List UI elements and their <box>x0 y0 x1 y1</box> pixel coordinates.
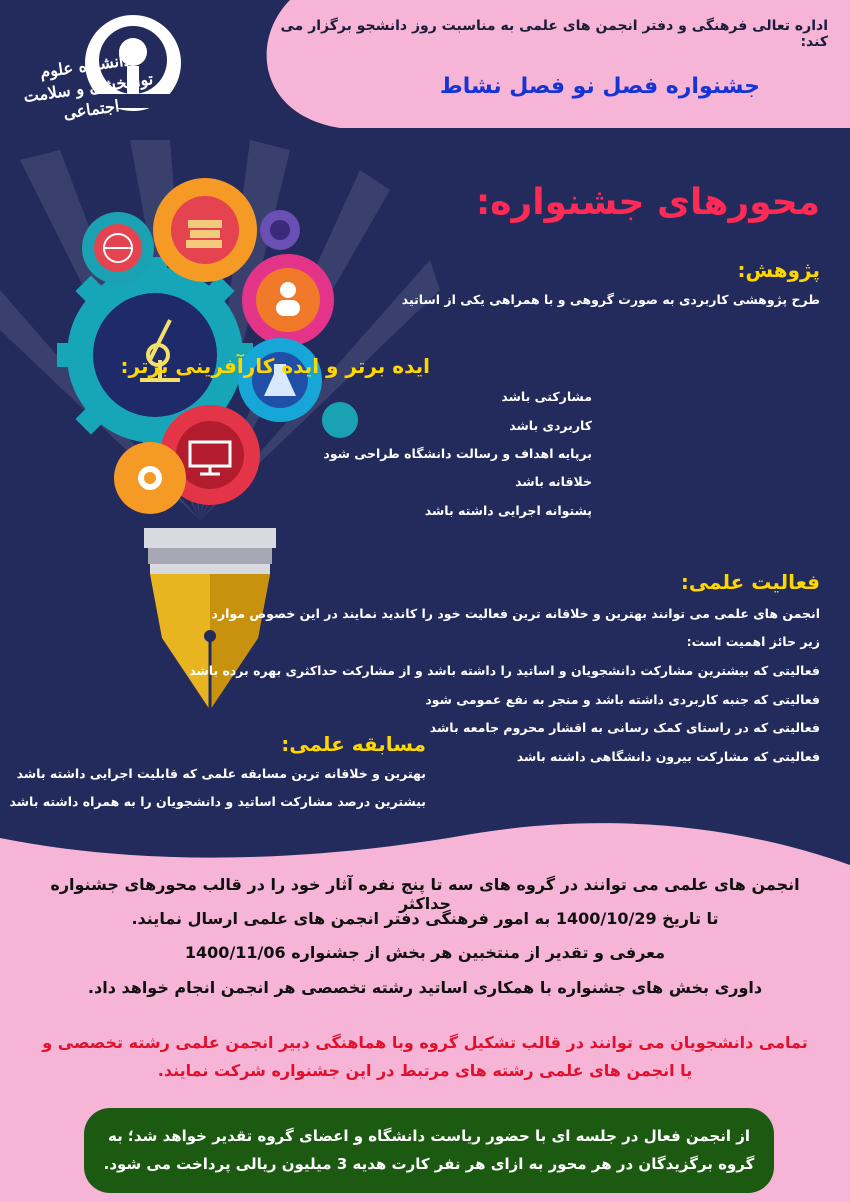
competition-line: بهترین و خلاقانه ترین مسابقه علمی که قابلیت اجرایی داشته باشد <box>16 766 426 781</box>
main-heading: محورهای جشنواره: <box>475 182 820 223</box>
bottom-line: تا تاریخ 1400/10/29 به امور فرهنگی دفتر انجمن های علمی ارسال نمایند. <box>131 909 719 928</box>
fountain-pen-icon <box>130 528 290 718</box>
bottom-line: انجمن های علمی می توانند در گروه های سه تا پنج نفره آثار خود را در قالب محورهای جشنواره حداکثر <box>50 875 800 913</box>
gear-icon <box>114 442 186 514</box>
gears-illustration <box>40 160 380 540</box>
scientific-activity-line: فعالیتی که بیشترین مشارکت دانشجویان و اساتید را داشته باشد و از مشارکت حداکثری بهره برده باشد <box>189 663 820 678</box>
award-line: گروه برگزیدگان در هر محور به ازای هر نفر کارت هدیه 3 میلیون ریالی پرداخت می شود. <box>103 1155 755 1173</box>
flask-icon <box>238 338 322 422</box>
competition-line: بیشترین درصد مشارکت اساتید و دانشجویان را به همراه داشته باشد <box>9 794 426 809</box>
scientific-activity-line: فعالیتی که در راستای کمک رسانی به اقشار محروم جامعه باشد <box>429 720 820 735</box>
scientific-activity-line: فعالیتی که مشارکت بیرون دانشگاهی داشته باشد <box>516 749 820 764</box>
idea-item: پشتوانه اجرایی داشته باشد <box>424 503 592 518</box>
award-text <box>84 1122 774 1178</box>
person-icon <box>242 254 334 346</box>
books-icon <box>153 178 257 282</box>
research-title: پژوهش: <box>737 258 820 282</box>
scientific-activity-line: انجمن های علمی می توانند بهترین و خلاقانه ترین فعالیت خود را کاندید نمایند در این خصوص موارد <box>211 606 820 621</box>
research-line: طرح پژوهشی کاربردی به صورت گروهی و با همراهی یکی از اساتید <box>401 292 820 307</box>
gear-icon <box>322 402 358 438</box>
idea-title: ایده برتر و ایده کارآفرینی برتر: <box>120 354 430 378</box>
globe-icon <box>82 212 154 284</box>
bottom-red-line: یا انجمن های علمی رشته های مرتبط در این جشنواره شرکت نمایند. <box>157 1061 693 1080</box>
festival-title: جشنواره فصل نو فصل نشاط <box>439 74 760 99</box>
bottom-red-line: تمامی دانشجویان می توانند در قالب تشکیل گروه وبا هماهنگی دبیر انجمن علمی رشته تخصصی و <box>42 1033 808 1052</box>
scientific-activity-line: زیر حائز اهمیت است: <box>686 634 820 649</box>
award-line: از انجمن فعال در جلسه ای با حضور ریاست دانشگاه و اعضای گروه تقدیر خواهد شد؛ به <box>107 1127 751 1145</box>
scientific-activity-title: فعالیت علمی: <box>680 570 820 594</box>
bottom-line: معرفی و تقدیر از منتخبین هر بخش از جشنواره 1400/11/06 <box>184 943 666 962</box>
idea-item: کاربردی باشد <box>509 418 592 433</box>
competition-title: مسابقه علمی: <box>281 732 426 756</box>
university-logo-text: دانشگاه علوم توانبخشی و سلامت اجتماعی <box>22 50 155 123</box>
idea-item: مشارکتی باشد <box>501 389 592 404</box>
bottom-line: داوری بخش های جشنواره با همکاری اساتید رشته تخصصی هر انجمن انجام خواهد داد. <box>87 978 763 997</box>
intro-text: اداره تعالی فرهنگی و دفتر انجمن های علمی به مناسبت روز دانشجو برگزار می کند: <box>280 18 828 50</box>
scientific-activity-line: فعالیتی که جنبه کاربردی داشته باشد و منجر به نفع عمومی شود <box>425 692 820 707</box>
idea-item: برپایه اهداف و رسالت دانشگاه طراحی شود <box>323 446 592 461</box>
idea-item: خلاقانه باشد <box>515 474 592 489</box>
